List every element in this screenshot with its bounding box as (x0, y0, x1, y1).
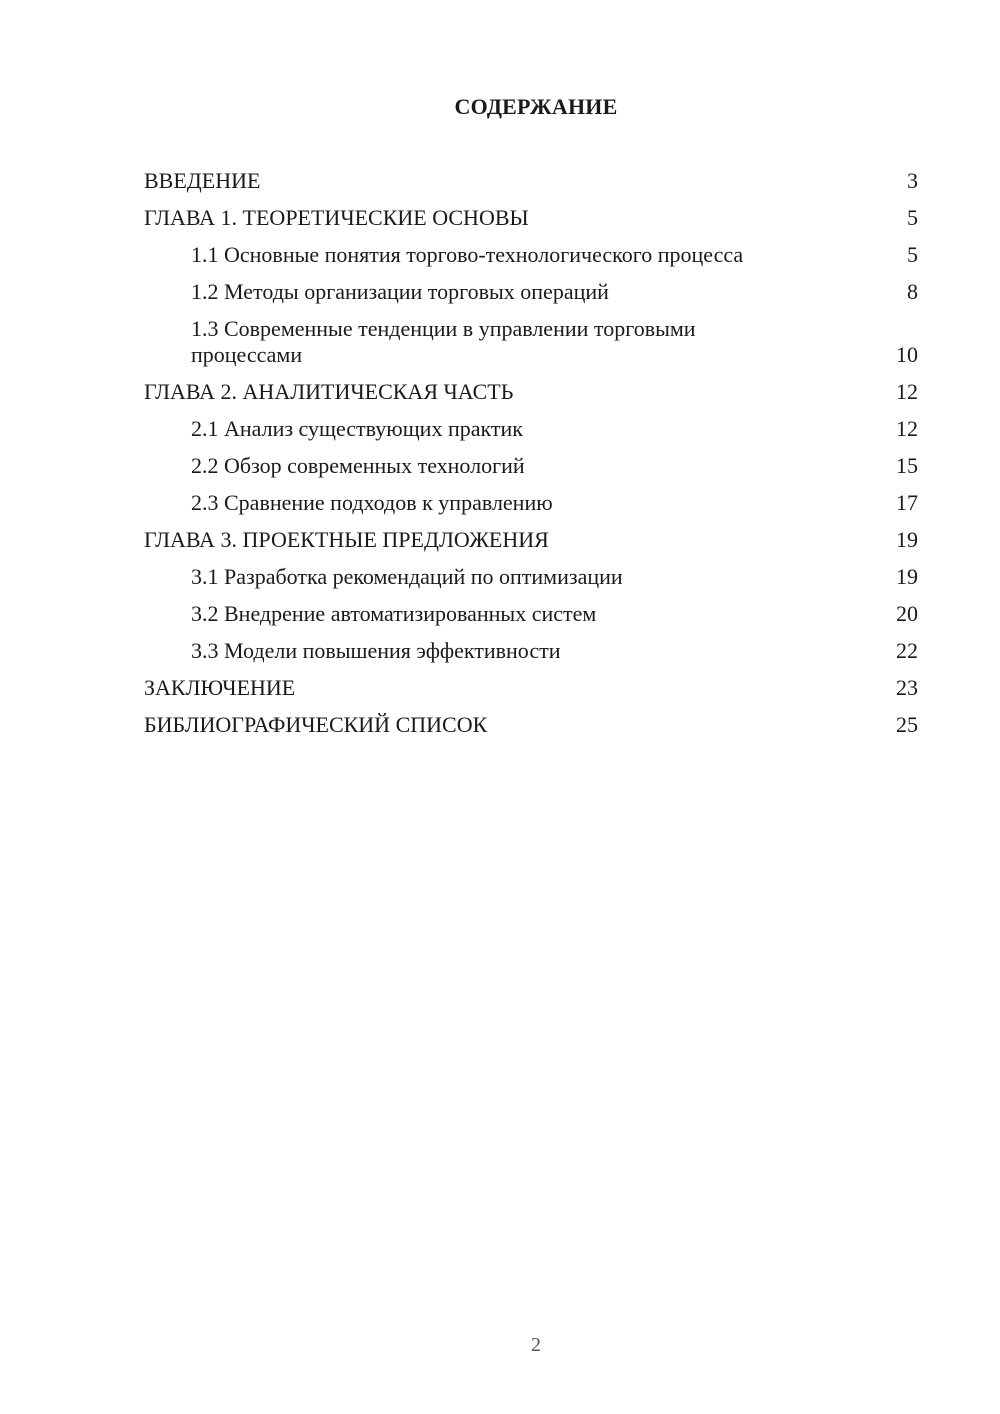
toc-entry (144, 205, 918, 231)
toc-entry-title: 1.2 Методы организации торговых операций (191, 279, 609, 304)
table-of-contents (144, 168, 918, 749)
toc-entry-page: 12 (896, 416, 918, 441)
toc-entry (144, 379, 918, 405)
toc-subentry (144, 316, 918, 368)
toc-entry-page: 10 (896, 342, 918, 367)
toc-entry-page: 17 (896, 490, 918, 515)
toc-entry-title: ГЛАВА 1. ТЕОРЕТИЧЕСКИЕ ОСНОВЫ (144, 205, 529, 230)
toc-entry (144, 712, 918, 738)
toc-subentry (144, 564, 918, 590)
toc-entry-title: 1.3 Современные тенденции в управлении торговыми процессами (191, 316, 696, 367)
toc-subentry (144, 242, 918, 268)
toc-subentry (144, 490, 918, 516)
toc-subentry (144, 416, 918, 442)
toc-subentry (144, 279, 918, 305)
toc-entry-page: 3 (907, 168, 918, 193)
toc-entry-page: 25 (896, 712, 918, 737)
toc-entry-page: 20 (896, 601, 918, 626)
toc-entry-title: 3.3 Модели повышения эффективности (191, 638, 561, 663)
toc-entry-page: 23 (896, 675, 918, 700)
toc-entry-title: ЗАКЛЮЧЕНИЕ (144, 675, 296, 700)
toc-entry-title: 2.1 Анализ существующих практик (191, 416, 523, 441)
toc-entry-page: 22 (896, 638, 918, 663)
toc-entry-page: 19 (896, 564, 918, 589)
toc-entry (144, 675, 918, 701)
toc-entry-title: 3.2 Внедрение автоматизированных систем (191, 601, 597, 626)
toc-entry-page: 8 (907, 279, 918, 304)
toc-subentry (144, 638, 918, 664)
toc-entry-page: 5 (907, 205, 918, 230)
toc-entry-title: 3.1 Разработка рекомендаций по оптимизации (191, 564, 623, 589)
toc-subentry (144, 601, 918, 627)
toc-entry (144, 168, 918, 194)
toc-entry-title: ГЛАВА 3. ПРОЕКТНЫЕ ПРЕДЛОЖЕНИЯ (144, 527, 549, 552)
toc-entry-title: ГЛАВА 2. АНАЛИТИЧЕСКАЯ ЧАСТЬ (144, 379, 514, 404)
toc-entry-title: 1.1 Основные понятия торгово-технологического процесса (191, 242, 744, 267)
page-title: СОДЕРЖАНИЕ (454, 94, 618, 119)
toc-subentry (144, 453, 918, 479)
toc-entry-title: 2.3 Сравнение подходов к управлению (191, 490, 553, 515)
toc-entry-page: 12 (896, 379, 918, 404)
toc-entry-title: ВВЕДЕНИЕ (144, 168, 261, 193)
page-number: 2 (531, 1334, 541, 1356)
toc-entry-page: 15 (896, 453, 918, 478)
toc-entry-title: 2.2 Обзор современных технологий (191, 453, 525, 478)
toc-entry-page: 19 (896, 527, 918, 552)
toc-entry-page: 5 (907, 242, 918, 267)
toc-entry-title: БИБЛИОГРАФИЧЕСКИЙ СПИСОК (144, 712, 488, 737)
toc-entry (144, 527, 918, 553)
